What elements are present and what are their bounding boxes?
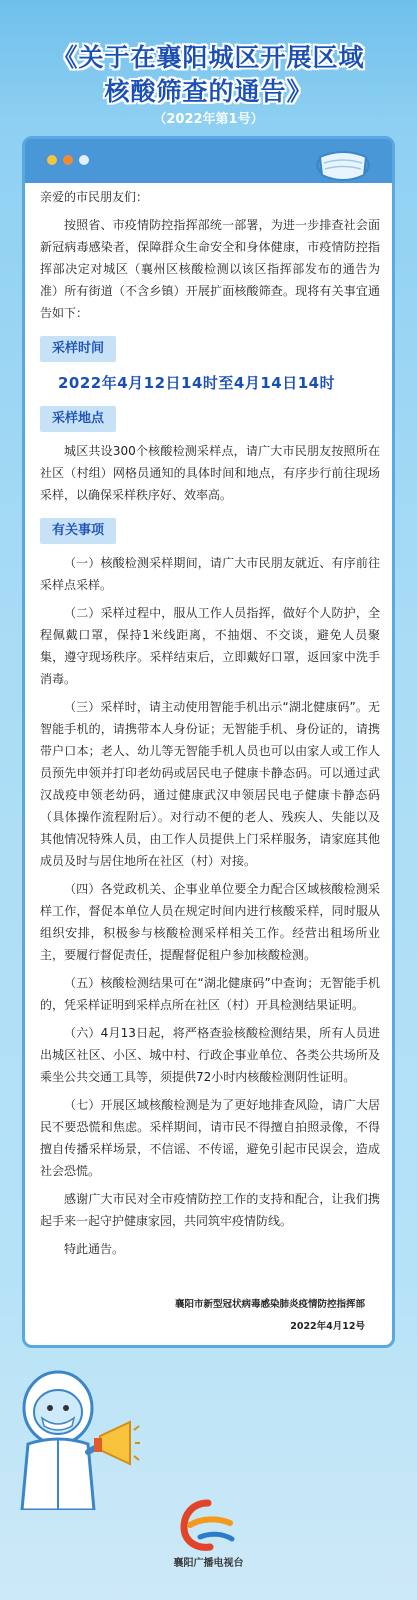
medic-megaphone-illustration bbox=[10, 1360, 140, 1510]
broadcast-logo-icon bbox=[178, 1495, 238, 1555]
location-paragraph: 城区共设300个核酸检测采样点，请广大市民朋友按照所在社区（村组）网格员通知的具体时间和地点，有序步行前往现场采样，以确保采样秩序好、效率高。 bbox=[40, 444, 380, 502]
signature-org: 襄阳市新型冠状病毒感染肺炎疫情防控指挥部 bbox=[174, 1299, 365, 1310]
title-line-1: 《关于在襄阳城区开展区域 bbox=[52, 43, 365, 72]
dot-light-icon bbox=[79, 155, 89, 165]
section-label-location: 采样地点 bbox=[40, 406, 116, 432]
notice-content bbox=[40, 186, 380, 1266]
dot-orange-icon bbox=[63, 155, 73, 165]
item-6: （六）4月13日起，将严格查验核酸检测结果，所有人员进出城区社区、小区、城中村、行政企事业单位、各类公共场所及乘坐公共交通工具等，须提供72小时内核酸检测阴性证明。 bbox=[40, 1026, 380, 1084]
signature-date: 2022年4月12号 bbox=[290, 1321, 365, 1332]
item-3: （三）采样时，请主动使用智能手机出示“湖北健康码”。无智能手机的，请携带本人身份证；无智能手机、身份证的，请携带户口本；老人、幼儿等无智能手机人员也可以由家人或工作人员预先申领并打印老幼码或居民电子健康卡静态码。可以通过武汉战疫申领老幼码，通过健康武汉申领居民电子健康卡静态码（具体操作流程附后）。对行动不便的老人、残疾人、失能以及其他情况特殊人员，由工作人员提供上门采样服务，请家庭其他成员及时与居住地所在社区（村）对接。 bbox=[40, 700, 380, 868]
window-dots bbox=[47, 155, 89, 165]
section-label-matters: 有关事项 bbox=[40, 518, 116, 544]
face-mask-icon bbox=[314, 145, 372, 185]
thanks-paragraph: 感谢广大市民对全市疫情防控工作的支持和配合，让我们携起手来一起守护健康家园，共同筑牢疫情防线。 bbox=[40, 1192, 380, 1228]
sampling-time: 2022年4月12日14时至4月14日14时 bbox=[58, 374, 336, 392]
item-2: （二）采样过程中，服从工作人员指挥，做好个人防护，全程佩戴口罩，保持1米线距离，不抽烟、不交谈，避免人员聚集，遵守现场秩序。采样结束后，立即戴好口罩，返回家中洗手消毒。 bbox=[40, 606, 380, 686]
broadcast-brand-name: 襄阳广播电视台 bbox=[173, 1558, 244, 1569]
closing-line: 特此通告。 bbox=[64, 1242, 125, 1256]
item-1: （一）核酸检测采样期间，请广大市民朋友就近、有序前往采样点采样。 bbox=[40, 556, 380, 592]
item-4: （四）各党政机关、企事业单位要全力配合区域核酸检测采样工作，督促本单位人员在规定时间内进行核酸采样，同时服从组织安排，积极参与核酸检测采样相关工作。经营出租场所业主，要履行督促责任，提醒督促租户参加核酸检测。 bbox=[40, 882, 380, 962]
section-label-time: 采样时间 bbox=[40, 336, 116, 362]
title-line-2: 核酸筛查的通告》 bbox=[104, 77, 313, 106]
dot-yellow-icon bbox=[47, 155, 57, 165]
item-5: （五）核酸检测结果可在“湖北健康码”中查询；无智能手机的，凭采样证明到采样点所在社区（村）开具检测结果证明。 bbox=[40, 976, 380, 1012]
card-header bbox=[25, 139, 392, 183]
intro-paragraph: 按照省、市疫情防控指挥部统一部署，为进一步排查社会面新冠病毒感染者，保障群众生命安全和身体健康，市疫情防控指挥部决定对城区（襄州区核酸检测以该区指挥部发布的通告为准）所有街道（不含乡镇）开展扩面核酸筛查。现将有关事宜通告如下： bbox=[40, 218, 380, 320]
greeting: 亲爱的市民朋友们： bbox=[40, 190, 149, 204]
item-7: （七）开展区域核酸检测是为了更好地排查风险，请广大居民不要恐慌和焦虑。采样期间，请市民不得擅自拍照录像，不得擅自传播采样场景，不信谣、不传谣，避免引起市民误会，造成社会恐慌。 bbox=[40, 1098, 380, 1178]
subtitle: （2022年第1号） bbox=[153, 112, 264, 127]
